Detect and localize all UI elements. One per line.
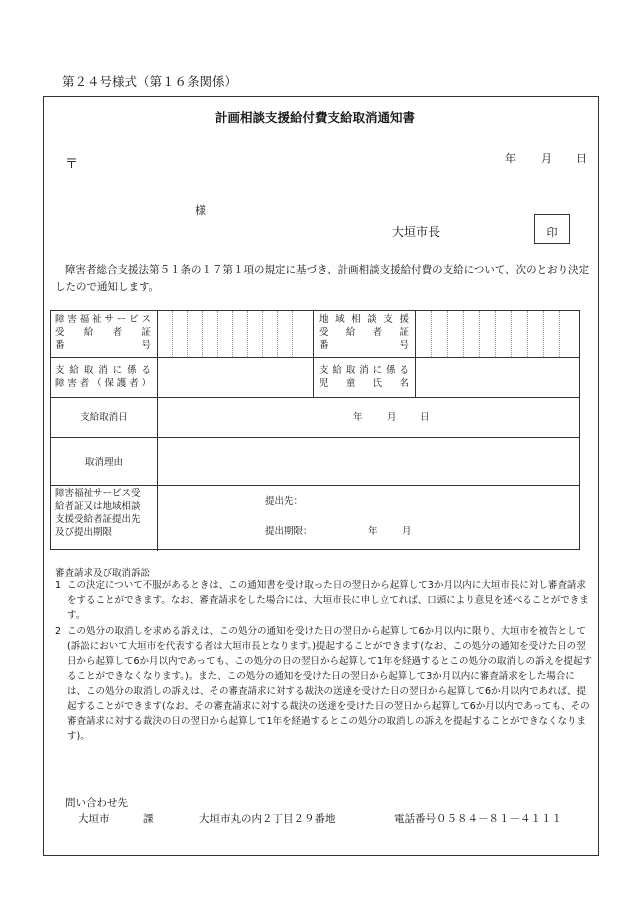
date-year: 年 bbox=[505, 152, 516, 165]
review-item-number: 2 bbox=[55, 626, 62, 637]
review-item-text: この決定について不服があるときは、この通知書を受け取った日の翌日から起算して3か月以内に大垣市長に対し審査請求をすることができます。なお、審査請求をした場合には、大垣市長に申し立てれば、口頭により意見を述べることができます。 bbox=[67, 580, 589, 621]
review-section-title: 審査請求及び取消訴訟 bbox=[55, 568, 151, 579]
notice-text: 障害者総合支援法第５１条の１７第１項の規定に基づき、計画相談支援給付費の支給について、次のとおり決定したので通知します。 bbox=[55, 264, 590, 293]
label-line: 番 号 bbox=[319, 340, 409, 351]
reason-label: 取消理由 bbox=[84, 457, 123, 468]
document-title: 計画相談支援給付費支給取消通知書 bbox=[214, 110, 415, 125]
form-number: 第２４号様式（第１６条関係） bbox=[62, 74, 238, 89]
contact-address: 大垣市丸の内２丁目２９番地 bbox=[199, 813, 336, 825]
seal-label: 印 bbox=[546, 226, 558, 239]
addressee-suffix: 様 bbox=[195, 204, 206, 217]
label-line: 支給取消に係る bbox=[319, 365, 409, 376]
review-item bbox=[53, 578, 593, 623]
service-certificate-label bbox=[55, 313, 151, 352]
contact-title: 問い合わせ先 bbox=[65, 797, 128, 809]
contact-city: 大垣市 bbox=[78, 813, 110, 825]
deadline-year: 年 bbox=[368, 526, 378, 537]
info-table bbox=[50, 310, 580, 550]
label-line: 障害福祉サービス受 bbox=[55, 488, 141, 499]
community-certificate-label bbox=[319, 313, 409, 352]
cancel-date-day: 日 bbox=[420, 412, 430, 423]
review-item-text: この処分の取消しを求める訴えは、この処分の通知を受けた日の翌日から起算して6か月以内に限り、大垣市を被告として(訴訟において大垣市を代表する者は大垣市長となります。)提起することができます(なお、この処分の通知を受けた日の翌日から起算して6か月以内であっても、この処分の日の翌日から起算して1年を経過するとこの処分の取消しの訴えを提起することができなくなります。)。また、この処分の通知を受けた日の翌日から起算して3か月以内に審査請求をした場合には、この処分の取消しの訴えは、その審査請求に対する裁決の送達を受けた日の翌日から起算して6か月以内であれば、提起することができます(なお、その審査請求に対する裁決の送達を受けた日の翌日から起算して6か月以内であっても、その審査請求に対する裁決の日の翌日から起算して1年を経過するとこの処分の取消しの訴えを提起することができなくなります)。 bbox=[67, 626, 592, 742]
review-item bbox=[53, 624, 593, 744]
contact-section: 課 bbox=[143, 813, 154, 825]
label-line: 受 給 者 証 bbox=[319, 327, 409, 338]
label-line: 受 給 者 証 bbox=[55, 327, 151, 338]
cancelled-person-label bbox=[55, 364, 151, 390]
date-month: 月 bbox=[541, 152, 552, 165]
date-day: 日 bbox=[576, 152, 587, 165]
issuer-name: 大垣市長 bbox=[392, 225, 441, 239]
label-line: 障害福祉サービス bbox=[55, 314, 151, 325]
label-line: 支給取消に係る bbox=[55, 365, 151, 376]
label-line: 地 域 相 談 支 援 bbox=[319, 314, 409, 325]
label-line: 障害者（保護者） bbox=[55, 378, 151, 389]
label-line: 児 童 氏 名 bbox=[319, 378, 409, 389]
label-line: 給者証又は地域相談 bbox=[55, 501, 141, 512]
label-line: 番 号 bbox=[55, 340, 151, 351]
review-list bbox=[53, 578, 593, 744]
cancel-date-year: 年 bbox=[353, 412, 363, 423]
deadline-month: 月 bbox=[402, 526, 412, 537]
label-line: 支援受給者証提出先 bbox=[55, 514, 141, 525]
cancel-date-month: 月 bbox=[387, 412, 397, 423]
cancel-date-label: 支給取消日 bbox=[80, 412, 128, 423]
postal-mark: 〒 bbox=[65, 157, 79, 172]
submit-to-label: 提出先： bbox=[265, 496, 304, 507]
seal-box bbox=[534, 214, 570, 244]
label-line: 及び提出期限 bbox=[55, 527, 113, 538]
submit-label bbox=[55, 487, 141, 539]
contact-phone: 電話番号０５８４－８１－４１１１ bbox=[394, 813, 562, 825]
review-item-number: 1 bbox=[55, 580, 62, 591]
submit-deadline-label: 提出期限： bbox=[265, 526, 313, 537]
child-name-label bbox=[319, 364, 409, 390]
